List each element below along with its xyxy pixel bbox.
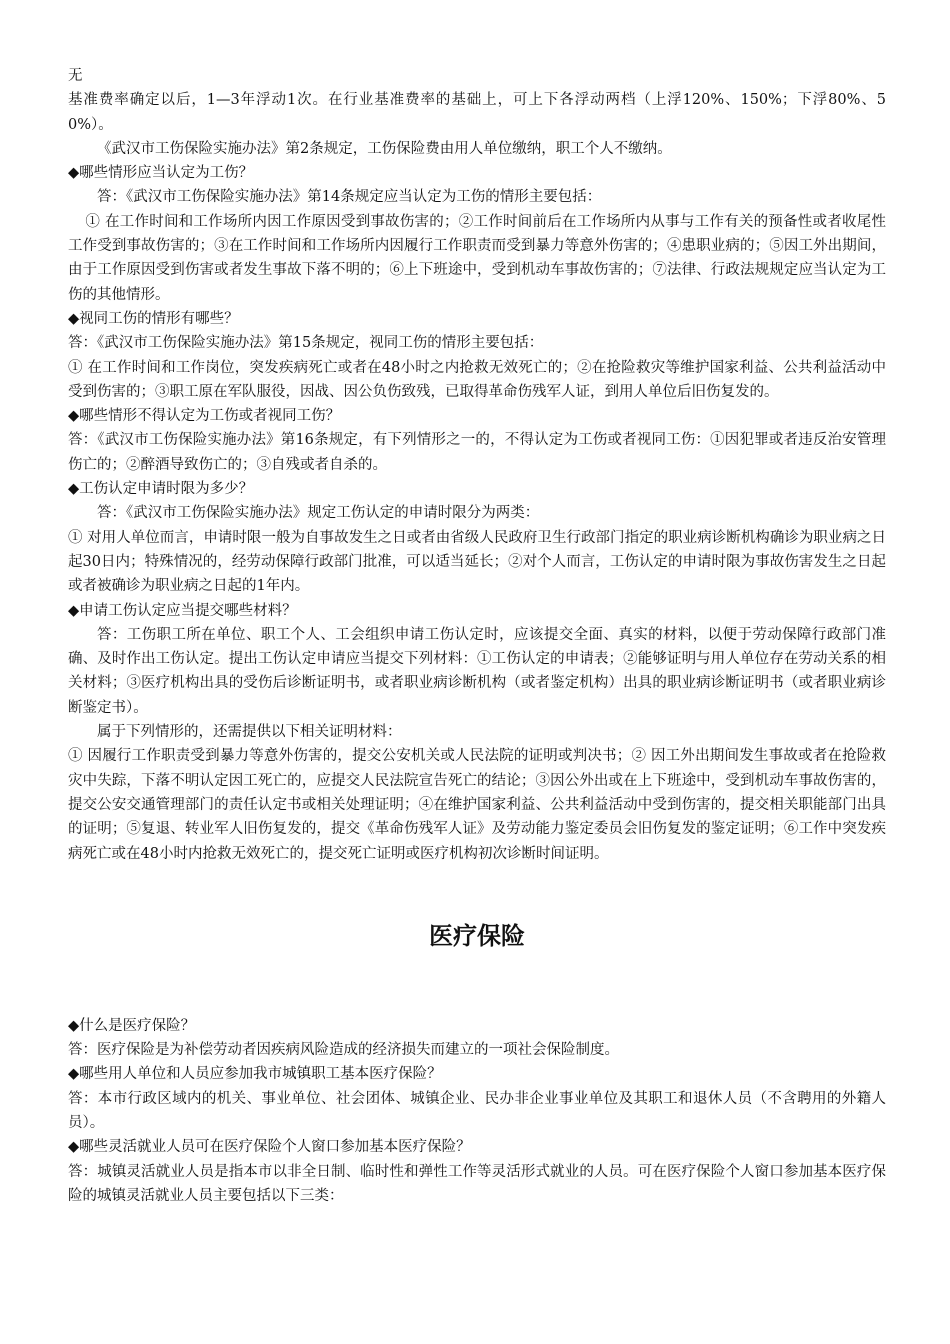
list-extra-materials: ① 因履行工作职责受到暴力等意外伤害的，提交公安机关或人民法院的证明或判决书；② 因工外出期间发生事故或者在抢险救灾中失踪，下落不明认定因工死亡的，应提交人民法院宣告死亡的结论；③因公外出或在上下班途中，受到机动车事故伤害的，提交公安交通管理部门的责任认定书或相关处理证明；④在维护国家利益、公共利益活动中受到伤害的，提交相关职能部门出具的证明；⑤复退、转业军人旧伤复发的，提交《革命伤残军人证》及劳动能力鉴定委员会旧伤复发的鉴定证明；⑥工作中突发疾病死亡或在48小时内抢救无效死亡的，提交死亡证明或医疗机构初次诊断时间证明。	[68, 748, 886, 862]
paragraph-header-fragment: 无	[68, 68, 83, 84]
question-application-materials: ◆申请工伤认定应当提交哪些材料？	[68, 602, 297, 619]
answer-not-injury: 答：《武汉市工伤保险实施办法》第16条规定，有下列情形之一的，不得认定为工伤或者视同工伤：①因犯罪或者违反治安管理伤亡的；②醉酒导致伤亡的；③自残或者自杀的。	[68, 432, 886, 473]
document-page	[68, 64, 886, 1208]
answer-what-is-medical-insurance: 答：医疗保险是为补偿劳动者因疾病风险造成的经济损失而建立的一项社会保险制度。	[68, 1042, 619, 1059]
answer-flexible-employment: 答：城镇灵活就业人员是指本市以非全日制、临时性和弹性工作等灵活形式就业的人员。可在医疗保险个人窗口参加基本医疗保险的城镇灵活就业人员主要包括以下三类：	[68, 1163, 886, 1204]
list-deemed-injury: ① 在工作时间和工作岗位，突发疾病死亡或者在48小时之内抢救无效死亡的；②在抢险救灾等维护国家利益、公共利益活动中受到伤害的；③职工原在军队服役，因战、因公负伤致残，已取得革命伤残军人证，到用人单位后旧伤复发的。	[68, 359, 886, 400]
question-what-is-medical-insurance: ◆什么是医疗保险？	[68, 1017, 196, 1034]
question-injury-situations: ◆哪些情形应当认定为工伤？	[68, 165, 254, 182]
paragraph-rate-float: 基准费率确定以后，1—3年浮动1次。在行业基准费率的基础上，可上下各浮动两档（上浮120%、150%；下浮80%、50%）。	[68, 92, 886, 133]
question-deemed-injury: ◆视同工伤的情形有哪些？	[68, 310, 239, 327]
list-application-deadline: ① 对用人单位而言，申请时限一般为自事故发生之日或者由省级人民政府卫生行政部门指定的职业病诊断机构确诊为职业病之日起30日内；特殊情况的，经劳动保障行政部门批准，可以适当延长；②对个人而言，工伤认定的申请时限为事故伤害发生之日起或者被确诊为职业病之日起的1年内。	[68, 529, 886, 595]
question-application-deadline: ◆工伤认定申请时限为多少？	[68, 481, 254, 498]
answer-injury-situations: 答：《武汉市工伤保险实施办法》第14条规定应当认定为工伤的情形主要包括：	[97, 189, 602, 206]
paragraph-extra-materials-intro: 属于下列情形的，还需提供以下相关证明材料：	[97, 724, 402, 741]
answer-application-materials: 答：工伤职工所在单位、职工个人、工会组织申请工伤认定时，应该提交全面、真实的材料，以便于劳动保障行政部门准确、及时作出工伤认定。提出工伤认定申请应当提交下列材料：①工伤认定的申请表；②能够证明与用人单位存在劳动关系的相关材料；③医疗机构出具的受伤后诊断证明书，或者职业病诊断机构（或者鉴定机构）出具的职业病诊断证明书（或者职业病诊断鉴定书）。	[68, 626, 886, 716]
paragraph-premium-payer: 《武汉市工伤保险实施办法》第2条规定，工伤保险费由用人单位缴纳，职工个人不缴纳。	[97, 140, 672, 157]
list-injury-situations: ① 在工作时间和工作场所内因工作原因受到事故伤害的；②工作时间前后在工作场所内从事与工作有关的预备性或者收尾性工作受到事故伤害的；③在工作时间和工作场所内因履行工作职责而受到暴力等意外伤害的；④患职业病的；⑤因工外出期间，由于工作原因受到伤害或者发生事故下落不明的；⑥上下班途中，受到机动车事故伤害的；⑦法律、行政法规规定应当认定为工伤的其他情形。	[68, 213, 886, 303]
question-who-should-enroll: ◆哪些用人单位和人员应参加我市城镇职工基本医疗保险？	[68, 1066, 442, 1083]
question-flexible-employment: ◆哪些灵活就业人员可在医疗保险个人窗口参加基本医疗保险？	[68, 1139, 471, 1156]
answer-who-should-enroll: 答：本市行政区域内的机关、事业单位、社会团体、城镇企业、民办非企业事业单位及其职工和退休人员（不含聘用的外籍人员）。	[68, 1090, 886, 1131]
section-title-medical-insurance: 医疗保险	[429, 921, 525, 950]
question-not-injury: ◆哪些情形不得认定为工伤或者视同工伤？	[68, 408, 341, 425]
answer-application-deadline: 答：《武汉市工伤保险实施办法》规定工伤认定的申请时限分为两类：	[97, 505, 540, 522]
answer-deemed-injury: 答：《武汉市工伤保险实施办法》第15条规定，视同工伤的情形主要包括：	[68, 335, 544, 352]
